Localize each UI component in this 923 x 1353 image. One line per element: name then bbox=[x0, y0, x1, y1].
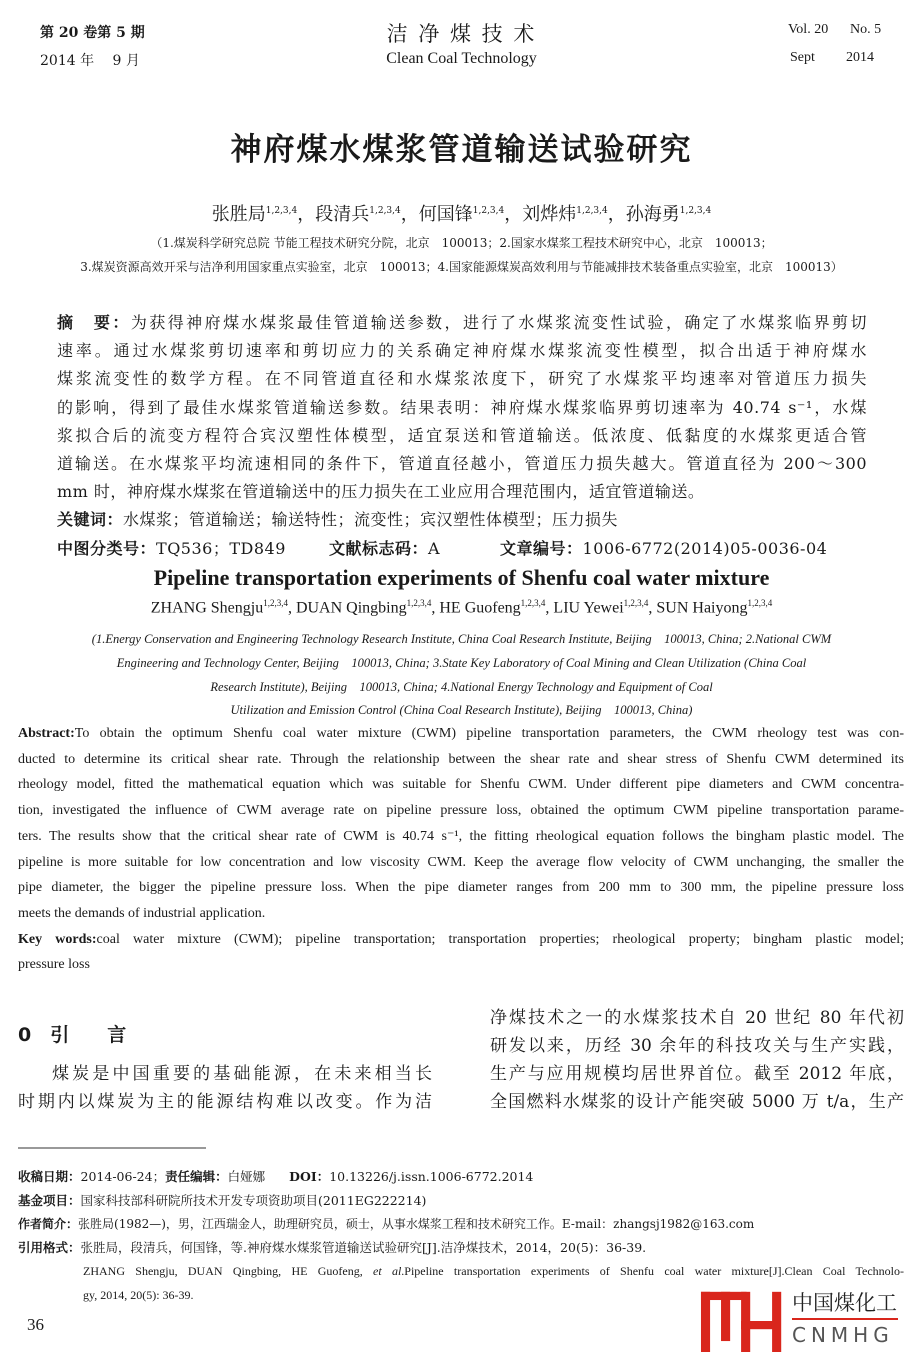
author-name: , SUN Haiyong bbox=[648, 599, 748, 617]
author-affil: 1,2,3,4 bbox=[265, 206, 298, 216]
clc-label: 中图分类号： bbox=[57, 538, 157, 558]
abstract-line: 煤浆流变性的数学方程。在不同管道直径和水煤浆浓度下，研究了水煤浆平均速率对管道压力损失 bbox=[57, 369, 867, 389]
doc-code-label: 文献标志码： bbox=[329, 538, 429, 558]
author-affil: 1,2,3,4 bbox=[369, 206, 401, 216]
author-name: ，何国锋 bbox=[400, 204, 473, 225]
abstract-cn bbox=[57, 309, 867, 563]
watermark-rule bbox=[792, 1318, 898, 1320]
watermark-logo bbox=[700, 1290, 905, 1352]
abstract-line: 为获得神府煤水煤浆最佳管道输送参数，进行了水煤浆流变性试验，确定了水煤浆临界剪切 bbox=[130, 313, 867, 332]
body-right-column bbox=[490, 1004, 904, 1116]
issue-date: 2014 年 9 月 bbox=[40, 53, 140, 69]
abstract-line: 速率。通过水煤浆剪切速率和剪切应力的关系确定神府煤水煤浆流变性模型，拟合出适于神府煤水 bbox=[57, 341, 867, 361]
author-name: ，段清兵 bbox=[297, 204, 370, 225]
author-affil: 1,2,3,4 bbox=[263, 598, 288, 608]
author-affil: 1,2,3,4 bbox=[520, 598, 546, 608]
citation-cn: 张胜局，段清兵，何国锋，等.神府煤水煤浆管道输送试验研究[J].洁净煤技术，2014，20(5)：36-39. bbox=[80, 1240, 647, 1256]
author-name: ZHANG Shengju bbox=[150, 599, 264, 617]
author-name: , LIU Yewei bbox=[545, 599, 624, 617]
section-heading: 0 引 言 bbox=[18, 1024, 127, 1046]
author-affil: 1,2,3,4 bbox=[472, 206, 505, 216]
abstract-line: ducted to determine its critical shear rate. Through the relationship between the shear rate and shear stress of Shenfu CWM determined its bbox=[18, 751, 904, 767]
keywords-cn: 水煤浆；管道输送；输送特性；流变性；宾汉塑性体模型；压力损失 bbox=[123, 510, 619, 530]
fund-label: 基金项目： bbox=[18, 1192, 81, 1208]
body-line: 时期内以煤炭为主的能源结构难以改变。作为洁 bbox=[18, 1092, 432, 1112]
author-name: , DUAN Qingbing bbox=[287, 599, 407, 617]
page-number: 36 bbox=[27, 1315, 44, 1334]
citation-en: .Pipeline transportation experiments of Shenfu coal water mixture[J].Clean Coal Technolo- bbox=[401, 1264, 904, 1279]
abstract-line: ters. The results show that the critical shear rate of CWM is 40.74 s⁻¹, the fitting rheological equation follows the bingham plastic model. The bbox=[18, 828, 904, 844]
keywords-en: pressure loss bbox=[18, 957, 90, 973]
classification-row bbox=[57, 535, 867, 563]
received-label: 收稿日期： bbox=[18, 1169, 81, 1184]
authors-en bbox=[0, 598, 923, 617]
article-no-label: 文章编号： bbox=[500, 538, 583, 558]
affiliation-line: Engineering and Technology Center, Beijing 100013, China; 3.State Key Laboratory of Coal Mining and Clean Utilization (China Coal bbox=[116, 655, 807, 670]
year: 2014 bbox=[846, 50, 874, 65]
clc-value: TQ536；TD849 bbox=[156, 538, 286, 558]
body-line: 净煤技术之一的水煤浆技术自 20 世纪 80 年代初 bbox=[490, 1008, 904, 1028]
citation-etal: et al bbox=[373, 1264, 402, 1279]
affiliation-en bbox=[0, 628, 923, 723]
paper-title-en: Pipeline transportation experiments of Shenfu coal water mixture bbox=[153, 565, 770, 590]
abstract-line: pipeline is more suitable for low concentration and low viscosity CWM. Keep the average flow velocity of CWM unchanging, the smaller the bbox=[18, 854, 904, 870]
doi-label: DOI： bbox=[289, 1169, 330, 1184]
abstract-line: 浆拟合后的流变方程符合宾汉塑性体模型，适宜泵送和管道输送。低浓度、低黏度的水煤浆更适合管 bbox=[57, 425, 867, 445]
received-date: 2014-06-24； bbox=[80, 1169, 166, 1184]
abstract-line: mm 时，神府煤水煤浆在管道输送中的压力损失在工业应用合理范围内，适宜管道输送。 bbox=[57, 482, 705, 502]
author-affil: 1,2,3,4 bbox=[576, 206, 608, 216]
author-affil: 1,2,3,4 bbox=[623, 598, 649, 608]
citation-en: gy, 2014, 20(5): 36-39. bbox=[83, 1287, 194, 1302]
abstract-en bbox=[18, 721, 904, 978]
author-affil: 1,2,3,4 bbox=[406, 598, 432, 608]
abstract-line: To obtain the optimum Shenfu coal water mixture (CWM) pipeline transportation parameters, the CWM rheology test was con- bbox=[74, 726, 904, 741]
article-no-value: 1006-6772(2014)05-0036-04 bbox=[582, 538, 828, 558]
abstract-line: pipe diameter, the bigger the pipeline pressure loss. When the pipe diameter ranges from 200 mm to 300 mm, the pipeline pressure loss bbox=[18, 880, 904, 896]
watermark-cn: 中国煤化工 bbox=[792, 1291, 897, 1315]
doc-code-value: A bbox=[428, 538, 441, 558]
month: Sept bbox=[790, 50, 815, 65]
issue-label: 第 20 卷第 5 期 bbox=[40, 25, 145, 41]
body-line: 生产与应用规模均居世界首位。截至 2012 年底， bbox=[490, 1064, 904, 1084]
paper-title-cn: 神府煤水煤浆管道输送试验研究 bbox=[230, 132, 693, 168]
footnote-divider bbox=[18, 1147, 206, 1149]
number: No. 5 bbox=[850, 22, 882, 37]
abstract-line: tion, investigated the influence of CWM average rate on pipeline pressure loss, obtained the optimum CWM pipeline transportation parame- bbox=[18, 803, 904, 819]
author-bio-label: 作者简介： bbox=[18, 1216, 79, 1231]
editor-name: 白娅娜 bbox=[227, 1169, 266, 1184]
author-bio: 张胜局(1982—)，男，江西瑞金人，助理研究员，硕士，从事水煤浆工程和技术研究工作。E-mail：zhangsj1982@163.com bbox=[78, 1216, 755, 1231]
abstract-line: 的影响，得到了最佳水煤浆管道输送参数。结果表明：神府煤水煤浆临界剪切速率为 40.74 s⁻¹，水煤 bbox=[57, 397, 867, 417]
cnmhg-logo-icon bbox=[700, 1290, 784, 1352]
watermark-en: CNMHG bbox=[792, 1323, 894, 1347]
abstract-line: rheology model, fitted the mathematical equation which was suitable for Shenfu CWM. Under different pipe diameters and CWM concentra- bbox=[18, 777, 904, 793]
citation-en: ZHANG Shengju, DUAN Qingbing, HE Guofeng, bbox=[83, 1264, 374, 1279]
affiliation-line: Utilization and Emission Control (China Coal Research Institute), Beijing 100013, China) bbox=[230, 703, 693, 718]
author-name: ，孙海勇 bbox=[607, 204, 680, 225]
abstract-line: 道输送。在水煤浆平均流速相同的条件下，管道直径越小，管道压力损失越大。管道直径为 200～300 bbox=[57, 454, 867, 474]
body-left-column bbox=[18, 1060, 432, 1116]
abstract-cn-label: 摘 要： bbox=[57, 313, 131, 332]
doi-value[interactable]: 10.13226/j.issn.1006-6772.2014 bbox=[329, 1169, 534, 1184]
abstract-line: meets the demands of industrial application. bbox=[18, 905, 266, 921]
abstract-en-label: Abstract: bbox=[18, 726, 75, 741]
footnotes bbox=[18, 1165, 904, 1308]
body-line: 煤炭是中国重要的基础能源，在未来相当长 bbox=[52, 1064, 432, 1084]
keywords-en: coal water mixture (CWM); pipeline transportation; transportation properties; rheological property; bingham plastic model; bbox=[96, 931, 905, 947]
body-line: 全国燃料水煤浆的设计产能突破 5000 万 t/a，生产 bbox=[490, 1092, 904, 1112]
editor-label: 责任编辑： bbox=[165, 1169, 228, 1184]
citation-label: 引用格式： bbox=[18, 1240, 81, 1256]
keywords-en-label: Key words: bbox=[18, 931, 97, 947]
author-name: , HE Guofeng bbox=[431, 599, 521, 617]
affiliation-line: Research Institute), Beijing 100013, China; 4.National Energy Technology and Equipment of Coal bbox=[210, 679, 713, 694]
journal-name-en: Clean Coal Technology bbox=[386, 50, 537, 67]
author-name: ，刘烨炜 bbox=[504, 204, 577, 225]
journal-name-cn: 洁 净 煤 技 术 bbox=[386, 22, 537, 46]
body-line: 研发以来，历经 30 余年的科技攻关与生产实践， bbox=[490, 1036, 904, 1056]
affiliation-line: (1.Energy Conservation and Engineering Technology Research Institute, China Coal Research Institute, Beijing 100013, China; 2.National CWM bbox=[91, 632, 832, 646]
author-name: 张胜局 bbox=[211, 204, 266, 225]
keywords-cn-label: 关键词： bbox=[57, 510, 124, 530]
fund-text: 国家科技部科研院所技术开发专项资助项目(2011EG222214) bbox=[80, 1192, 427, 1208]
author-affil: 1,2,3,4 bbox=[679, 206, 712, 216]
author-affil: 1,2,3,4 bbox=[747, 598, 773, 608]
affiliation-cn: 3.煤炭资源高效开采与洁净利用国家重点实验室，北京 100013；4.国家能源煤炭高效利用与节能减排技术装备重点实验室，北京 100013） bbox=[80, 260, 843, 274]
authors-cn bbox=[0, 200, 923, 226]
affiliation-cn: （1.煤炭科学研究总院 节能工程技术研究分院，北京 100013；2.国家水煤浆工程技术研究中心，北京 100013； bbox=[150, 236, 773, 250]
volume: Vol. 20 bbox=[788, 22, 829, 37]
